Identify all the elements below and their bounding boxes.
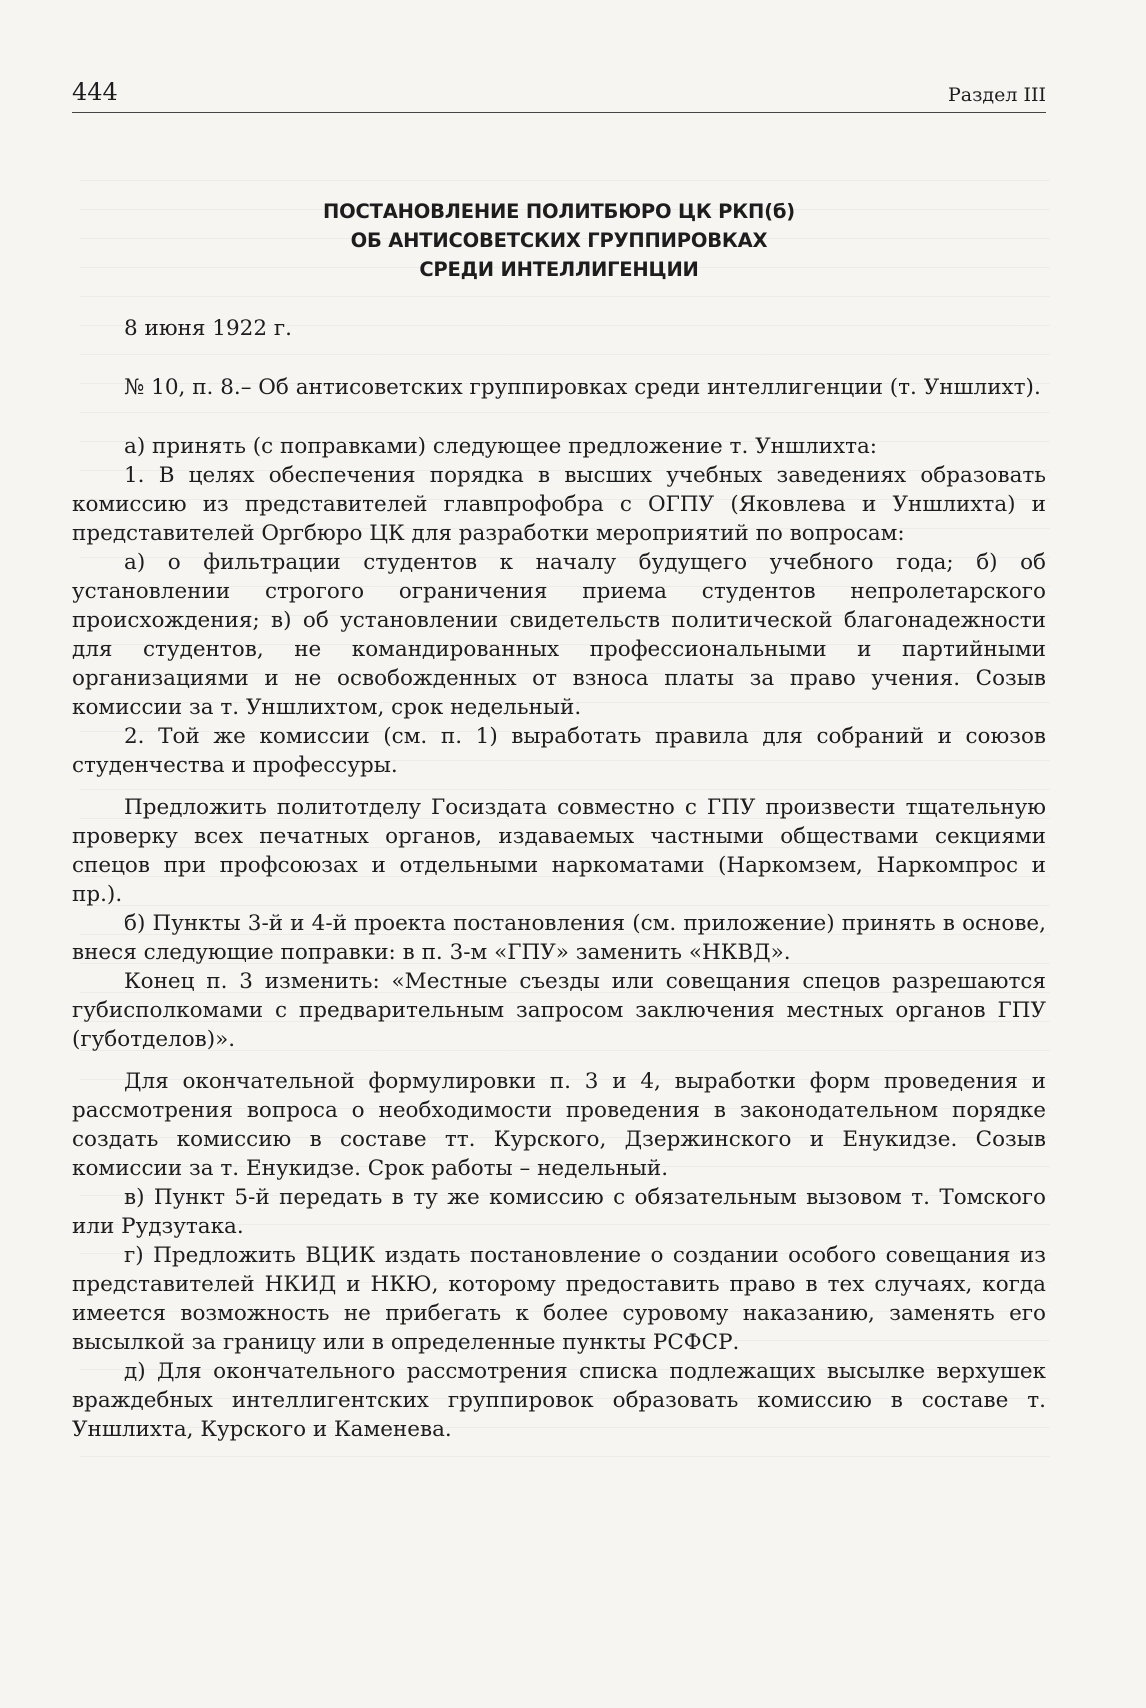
running-header bbox=[72, 76, 1046, 113]
paragraph-commission: Для окончательной формулировки п. 3 и 4, выработки форм проведения и рассмотрения вопроса о необходимости проведения в законодательном порядке создать комиссию в составе тт. Курского, Дзержинского и Енукидзе. Созыв комиссии за т. Енукидзе. Срок работы – недельный. bbox=[72, 1069, 1046, 1181]
title-line-2: ОБ АНТИСОВЕТСКИХ ГРУППИРОВКАХ bbox=[350, 229, 768, 252]
protocol-line: № 10, п. 8.– Об антисоветских группировках среди интеллигенции (т. Уншлихт). bbox=[124, 375, 1041, 400]
document-date: 8 июня 1922 г. bbox=[124, 316, 292, 341]
paragraph-d: д) Для окончательного рассмотрения списка подлежащих высылке верхушек враждебных интеллигентских группировок образовать комиссию в составе т. Уншлихта, Курского и Каменева. bbox=[72, 1359, 1046, 1442]
paragraph-1: 1. В целях обеспечения порядка в высших учебных заведениях образовать комиссию из представителей главпрофобра с ОГПУ (Яковлева и Уншлихта) и представителей Оргбюро ЦК для разработки мероприятий по вопросам: bbox=[72, 463, 1046, 546]
document-body bbox=[72, 314, 1046, 1444]
paragraph-g: г) Предложить ВЦИК издать постановление о создании особого совещания из представителей НКИД и НКЮ, которому предоставить право в тех случаях, когда имеется возможность не прибегать к более суровому наказанию, заменять его высылкой за границу или в определенные пункты РСФСР. bbox=[72, 1243, 1046, 1355]
section-title: Раздел III bbox=[947, 84, 1046, 106]
paragraph-b: б) Пункты 3-й и 4-й проекта постановления (см. приложение) принять в основе, внеся следующие поправки: в п. 3-м «ГПУ» заменить «НКВД». bbox=[72, 911, 1046, 965]
paragraph-a: а) принять (с поправками) следующее предложение т. Уншлихта: bbox=[124, 434, 878, 459]
paragraph-1-items: а) о фильтрации студентов к началу будущего учебного года; б) об установлении строгого ограничения приема студентов непролетарского происхождения; в) об установлении свидетельств политической благонадежности для студентов, не командированных профессиональными и партийными организациями и не освобожденных от взноса платы за право учения. Созыв комиссии за т. Уншлихтом, срок недельный. bbox=[72, 550, 1046, 720]
title-line-1: ПОСТАНОВЛЕНИЕ ПОЛИТБЮРО ЦК РКП(б) bbox=[323, 200, 795, 223]
document-title bbox=[72, 197, 1046, 284]
paragraph-b-amendment: Конец п. 3 изменить: «Местные съезды или совещания спецов разрешаются губисполкомами с предварительным запросом заключения местных органов ГПУ (губотделов)». bbox=[72, 969, 1046, 1052]
paragraph-gosizdat: Предложить политотделу Госиздата совместно с ГПУ произвести тщательную проверку всех печатных органов, издаваемых частными обществами секциями спецов при профсоюзах и отдельными наркоматами (Наркомзем, Наркомпрос и пр.). bbox=[72, 795, 1046, 907]
paragraph-2: 2. Той же комиссии (см. п. 1) выработать правила для собраний и союзов студенчества и профессуры. bbox=[72, 724, 1046, 778]
page-number: 444 bbox=[72, 78, 118, 106]
title-line-3: СРЕДИ ИНТЕЛЛИГЕНЦИИ bbox=[419, 258, 699, 281]
paragraph-v: в) Пункт 5-й передать в ту же комиссию с обязательным вызовом т. Томского или Рудзутака. bbox=[72, 1185, 1046, 1239]
